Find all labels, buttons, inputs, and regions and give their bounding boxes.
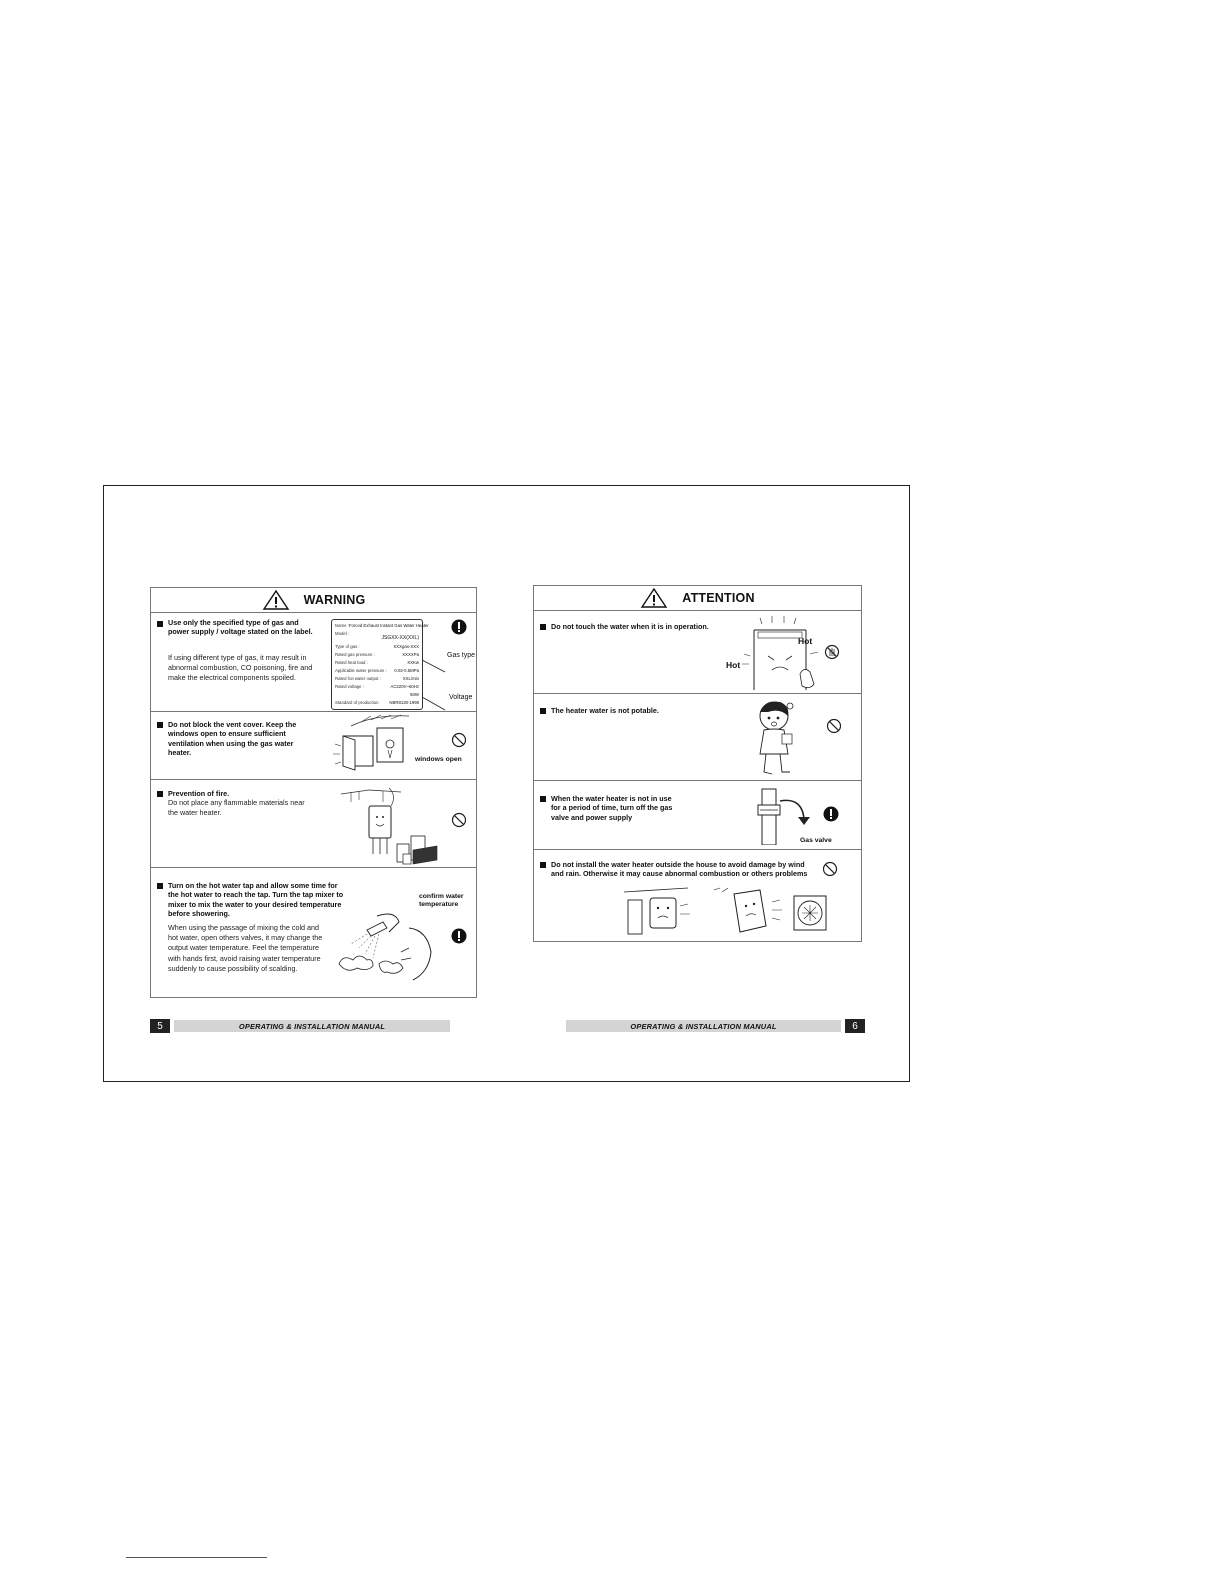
rating-row: Rated heat load : XXKw xyxy=(335,660,419,665)
footer-title: OPERATING & INSTALLATION MANUAL xyxy=(566,1020,841,1032)
rating-label-card xyxy=(331,619,429,710)
rating-row: Rated voltage : AC220V~60Hz xyxy=(335,684,419,689)
bullet-square xyxy=(157,791,163,797)
section-heading: Turn on the hot water tap and allow some time for the hot water to reach the tap. Turn the tap mixer to mixer to mix the water to your desired temperature before showering. xyxy=(168,881,344,919)
attention-panel xyxy=(533,585,862,942)
mandatory-action-icon xyxy=(823,806,839,822)
bullet-square xyxy=(157,722,163,728)
gas-type-callout: Gas type xyxy=(447,652,476,659)
outdoor-install-illustration xyxy=(622,886,832,942)
section-heading: Do not block the vent cover. Keep the windows open to ensure sufficient ventilation when using the gas water heater. xyxy=(168,720,297,758)
right-footer xyxy=(566,1019,865,1033)
warning-triangle-icon xyxy=(640,587,668,609)
attention-title: ATTENTION xyxy=(682,591,755,605)
rating-row: Applicable water pressure : 0.02-0.5MPa xyxy=(335,668,419,673)
section-body: When using the passage of mixing the cold and hot water, open others valves, it may change the output water temperature. Feel the temperature with hands first, avoid raising water temperature suddenly to cause possibility of scalding. xyxy=(168,923,323,973)
voltage-callout: Voltage xyxy=(449,694,473,701)
section-heading: Do not install the water heater outside the house to avoid damage by wind and rain. Otherwise it may cause abnormal combustion or others problems xyxy=(551,860,808,879)
hot-label: Hot xyxy=(798,636,813,646)
section-body: If using different type of gas, it may result in abnormal combustion, CO poisoning, fire and make the electrical components spoiled. xyxy=(168,653,313,683)
bullet-square xyxy=(157,883,163,889)
left-footer xyxy=(150,1019,450,1033)
section-heading: Do not touch the water when it is in operation. xyxy=(551,622,709,631)
bullet-square xyxy=(540,796,546,802)
hot-label: Hot xyxy=(726,660,741,670)
windows-open-caption: windows open xyxy=(415,756,462,763)
rating-row: Rated gas pressure : XXXXPa xyxy=(335,652,419,657)
warning-panel xyxy=(150,587,477,998)
warning-section-gas-type xyxy=(151,612,476,712)
rating-row: Rated hot water output : XXL/min xyxy=(335,676,419,681)
confirm-water-temperature-caption: confirm water temperature xyxy=(419,893,464,908)
warning-section-fire xyxy=(151,780,476,868)
warning-header xyxy=(151,588,476,613)
rating-row: Type of gas : XXXgas-XXX xyxy=(335,644,419,649)
hot-heater-illustration xyxy=(740,614,822,692)
mandatory-action-icon xyxy=(451,619,467,635)
rating-row: Name : Forced Exhaust Instant Gas Water Heater xyxy=(335,623,429,628)
warning-title: WARNING xyxy=(303,593,366,607)
page-number: 6 xyxy=(845,1019,865,1033)
attention-section-not-potable xyxy=(534,694,861,781)
rating-row: 50W xyxy=(410,692,419,697)
bullet-square xyxy=(540,624,546,630)
rating-row: Model : xyxy=(335,631,350,636)
rating-row: Standard of production NBR8130-1998 xyxy=(335,700,419,705)
section-heading: When the water heater is not in use for a period of time, turn off the gas valve and power supply xyxy=(551,794,673,822)
section-heading: Use only the specified type of gas and power supply / voltage stated on the label. xyxy=(168,618,313,637)
footer-title: OPERATING & INSTALLATION MANUAL xyxy=(174,1020,450,1032)
prohibition-icon xyxy=(451,812,467,828)
gas-valve-caption: Gas valve xyxy=(800,837,832,844)
open-window-illustration xyxy=(331,714,411,776)
prohibition-icon xyxy=(451,732,467,748)
bullet-square xyxy=(540,708,546,714)
attention-header xyxy=(534,586,861,611)
shower-hand-illustration xyxy=(337,908,437,986)
warning-section-ventilation xyxy=(151,712,476,780)
rating-row: JSGXX-XX(XXL) xyxy=(381,635,419,641)
prohibition-icon xyxy=(826,718,842,734)
flammables-illustration xyxy=(339,784,439,866)
attention-section-hot-water xyxy=(534,610,861,694)
attention-section-outdoor xyxy=(534,850,861,942)
warning-triangle-icon xyxy=(262,589,290,611)
prohibition-icon xyxy=(822,861,838,877)
section-heading: The heater water is not potable. xyxy=(551,706,659,715)
bullet-square xyxy=(157,621,163,627)
warning-section-water-temperature xyxy=(151,868,476,998)
section-body: Do not place any flammable materials near the water heater. xyxy=(168,798,305,818)
attention-section-gas-valve xyxy=(534,781,861,850)
footnote-separator-line xyxy=(126,1557,267,1558)
child-drinking-illustration xyxy=(746,698,806,778)
mandatory-action-icon xyxy=(451,928,467,944)
no-touch-icon xyxy=(824,644,840,660)
page-number: 5 xyxy=(150,1019,170,1033)
section-heading: Prevention of fire. xyxy=(168,789,230,798)
bullet-square xyxy=(540,862,546,868)
